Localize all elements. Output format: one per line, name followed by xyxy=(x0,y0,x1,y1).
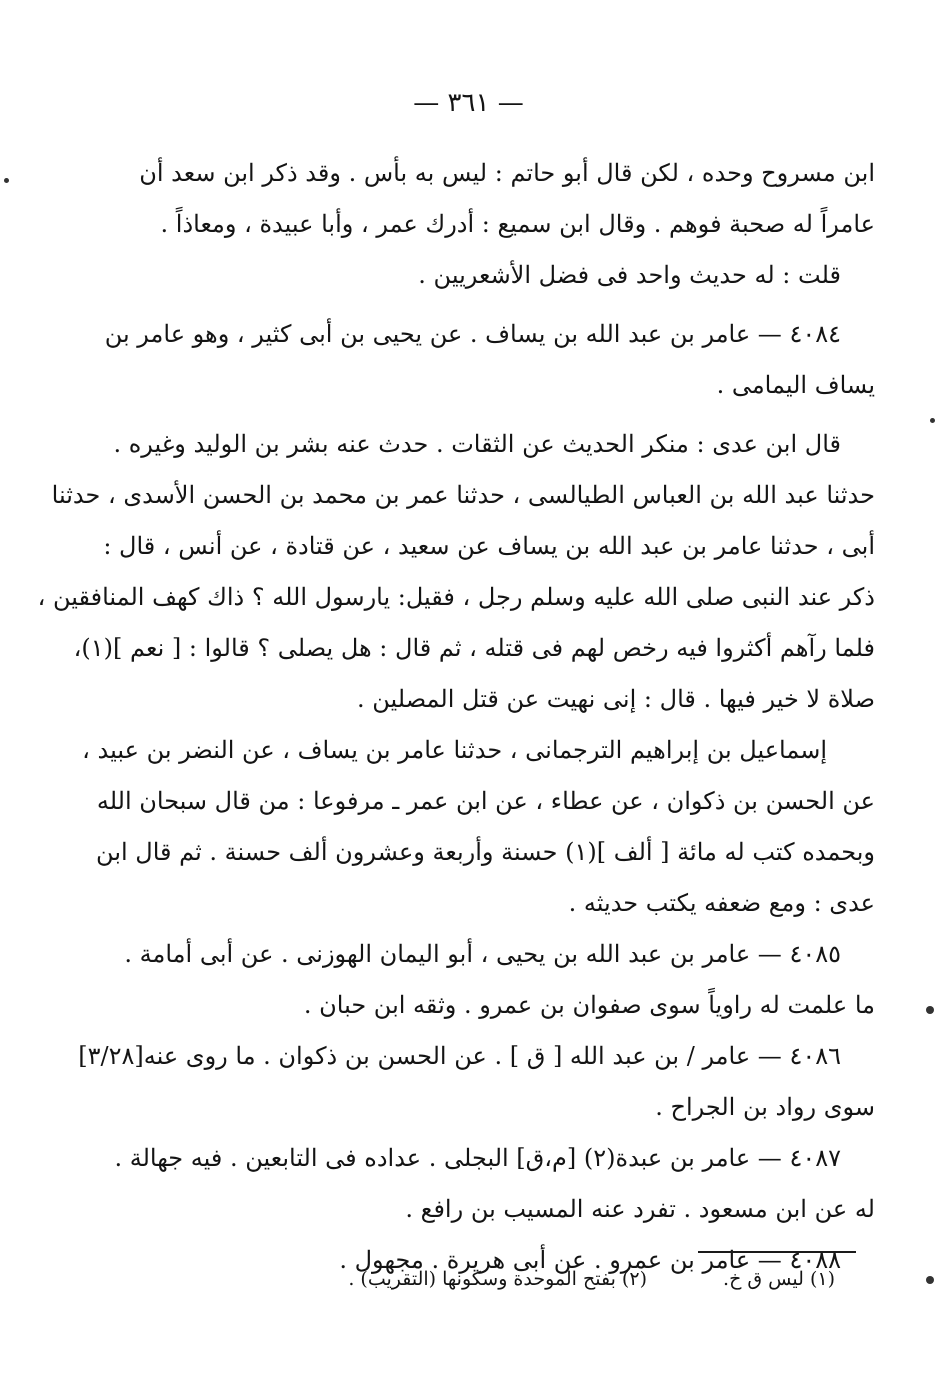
footnotes xyxy=(100,1262,835,1296)
text-line: ما علمت له راوياً سوى صفوان بن عمرو . وثقه ابن حبان . xyxy=(303,991,875,1019)
text-line: ابن مسروح وحده ، لكن قال أبو حاتم : ليس به بأس . وقد ذكر ابن سعد أن xyxy=(139,159,875,187)
entry-4088: ٤٠٨٨ — عامر بن عمرو . عن أبى هريرة . مجهول . xyxy=(339,1246,841,1274)
text-line: حدثنا عبد الله بن العباس الطيالسى ، حدثنا عمر بن محمد بن الحسن الأسدى ، حدثنا xyxy=(51,481,875,509)
entry-4086: ٤٠٨٦ — عامر / بن عبد الله [ ق ] . عن الحسن بن ذكوان . ما روى عنه[٣/٢٨] xyxy=(78,1042,841,1070)
text-line: سوى رواد بن الجراح . xyxy=(655,1093,875,1121)
margin-dot xyxy=(930,418,935,423)
text-line: قال ابن عدى : منكر الحديث عن الثقات . حدث عنه بشر بن الوليد وغيره . xyxy=(113,430,841,458)
text-line: له عن ابن مسعود . تفرد عنه المسيب بن رافع . xyxy=(405,1195,875,1223)
entry-4087: ٤٠٨٧ — عامر بن عبدة(٢) [م،ق] البجلى . عداده فى التابعين . فيه جهالة . xyxy=(114,1144,841,1172)
footnote-divider xyxy=(698,1251,856,1253)
text-line: صلاة لا خير فيها . قال : إنى نهيت عن قتل المصلين . xyxy=(357,685,875,713)
main-text xyxy=(37,148,875,1286)
text-line: عدى : ومع ضعفه يكتب حديثه . xyxy=(568,889,875,917)
text-line: عن الحسن بن ذكوان ، عن عطاء ، عن ابن عمر ـ مرفوعا : من قال سبحان الله xyxy=(96,787,875,815)
text-line: قلت : له حديث واحد فى فضل الأشعريين . xyxy=(418,261,841,289)
entry-4085: ٤٠٨٥ — عامر بن عبد الله بن يحيى ، أبو اليمان الهوزنى . عن أبى أمامة . xyxy=(124,940,841,968)
text-line: عامراً له صحبة فوهم . وقال ابن سميع : أدرك عمر ، وأبا عبيدة ، ومعاذاً . xyxy=(160,210,875,238)
margin-dot xyxy=(926,1006,934,1014)
entry-4084: ٤٠٨٤ — عامر بن عبد الله بن يساف . عن يحيى بن أبى كثير ، وهو عامر بن xyxy=(104,320,841,348)
text-line: وبحمده كتب له مائة [ ألف ](١) حسنة وأربعة وعشرون ألف حسنة . ثم قال ابن xyxy=(96,838,875,866)
text-line: يساف اليمامى . xyxy=(716,371,875,399)
text-line: فلما رآهم أكثروا فيه رخص لهم فى قتله ، ثم قال : هل يصلى ؟ قالوا : [ نعم ](١)، xyxy=(73,634,875,662)
page-number: — ٣٦١ — xyxy=(413,88,524,118)
text-line: إسماعيل بن إبراهيم الترجمانى ، حدثنا عامر بن يساف ، عن النضر بن عبيد ، xyxy=(82,736,827,764)
footnote-1: (١) ليس ق خ. xyxy=(723,1268,835,1290)
margin-dot xyxy=(4,178,9,183)
text-line: ذكر عند النبى صلى الله عليه وسلم رجل ، فقيل: يارسول الله ؟ ذاك كهف المنافقين ، xyxy=(37,583,875,611)
margin-dot xyxy=(926,1276,934,1284)
text-line: أبى ، حدثنا عامر بن عبد الله بن يساف عن سعيد ، عن قتادة ، عن أنس ، قال : xyxy=(103,532,875,560)
footnote-2: (٢) بفتح الموحدة وسكونها (التقريب) . xyxy=(348,1268,647,1290)
